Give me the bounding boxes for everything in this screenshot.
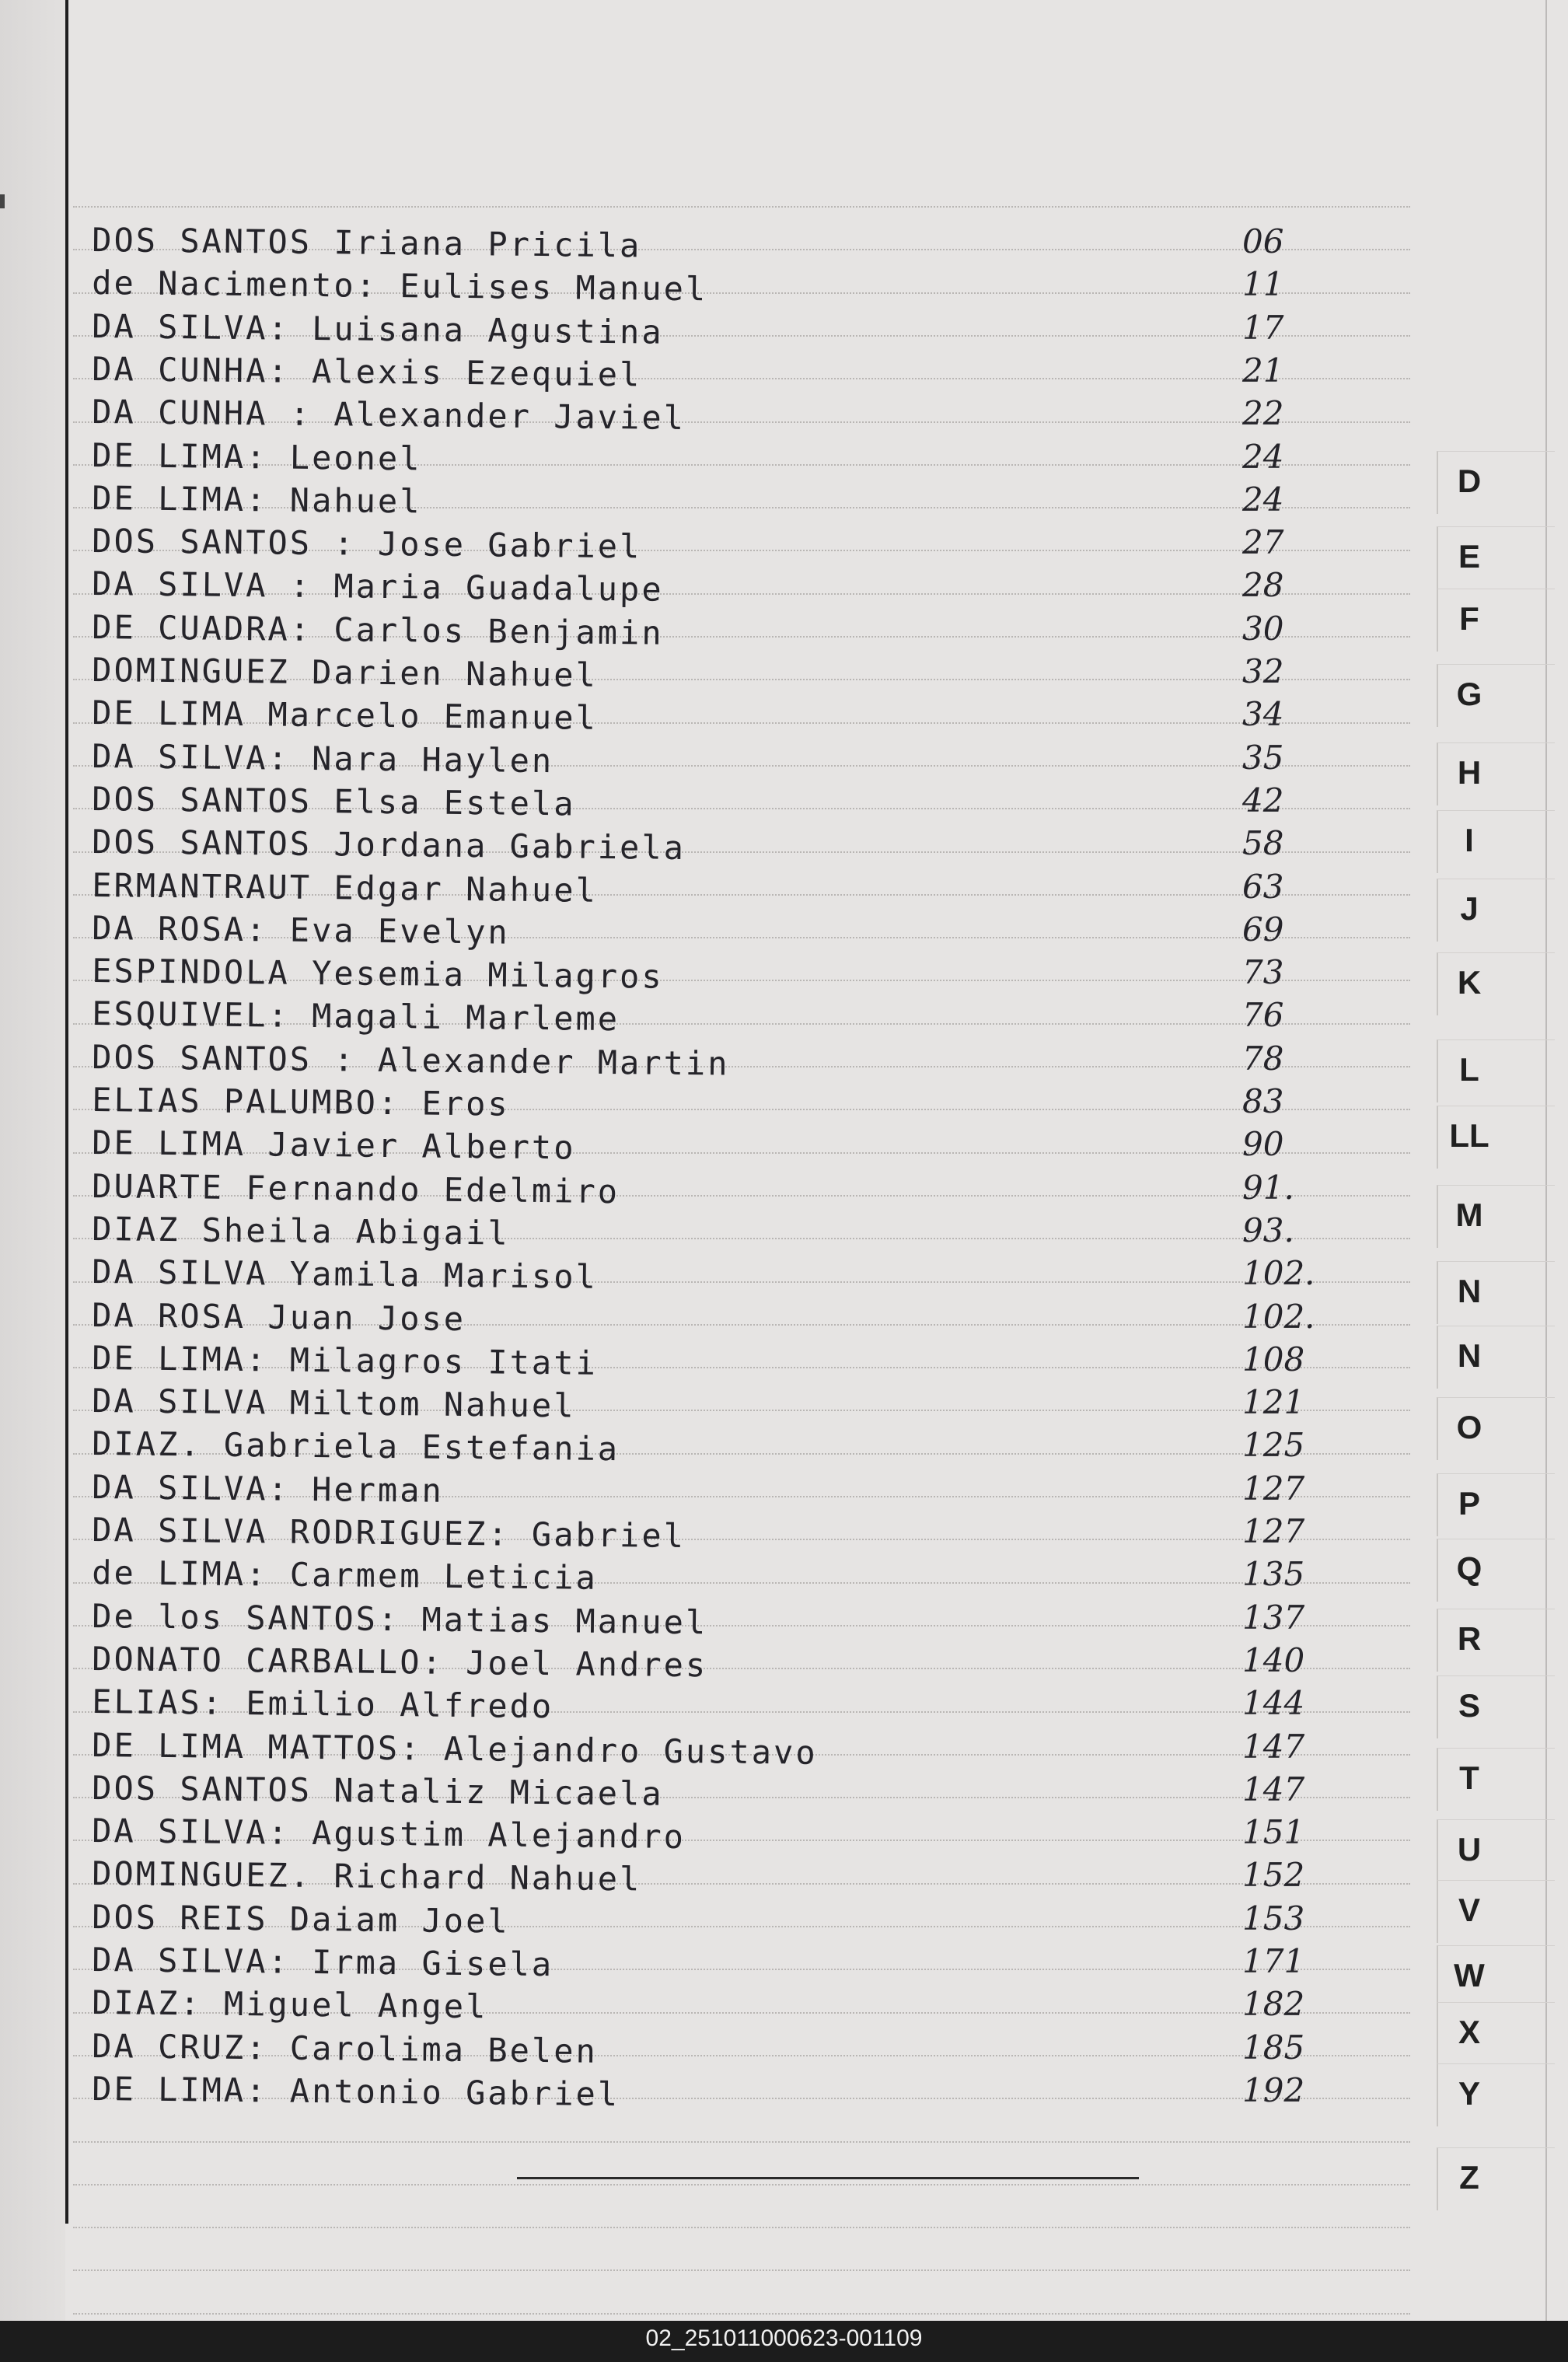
entry-name: DOS SANTOS Elsa Estela bbox=[92, 779, 576, 823]
document-id: 02_251011000623-001109 bbox=[645, 2325, 923, 2351]
alphabet-tab[interactable] bbox=[1437, 1748, 1555, 1811]
entry-name: DE LIMA: Nahuel bbox=[92, 478, 422, 521]
entry-page-number: 73 bbox=[1242, 953, 1284, 992]
list-item bbox=[92, 1423, 1398, 1469]
entry-name: DOS SANTOS : Jose Gabriel bbox=[92, 522, 642, 566]
entry-name: DA CUNHA: Alexis Ezequiel bbox=[92, 349, 642, 394]
entry-name: DA SILVA Miltom Nahuel bbox=[92, 1382, 576, 1425]
alphabet-tab[interactable] bbox=[1437, 879, 1555, 942]
entry-page-number: 76 bbox=[1242, 996, 1284, 1035]
alphabet-tab-letter: W bbox=[1454, 1957, 1485, 1993]
list-item bbox=[92, 391, 1398, 438]
list-item bbox=[92, 2025, 1398, 2068]
list-item bbox=[92, 1509, 1398, 1555]
entry-name: DOS SANTOS : Alexander Martin bbox=[92, 1037, 730, 1083]
entry-page-number: 125 bbox=[1242, 1426, 1305, 1465]
entry-name: DA SILVA: Herman bbox=[92, 1467, 445, 1510]
entry-name: DA SILVA: Irma Gisela bbox=[92, 1941, 554, 1984]
entry-page-number: 32 bbox=[1242, 652, 1284, 690]
alphabet-tab[interactable] bbox=[1437, 2147, 1555, 2210]
entry-name: DA ROSA Juan Jose bbox=[92, 1295, 466, 1338]
list-item bbox=[92, 606, 1398, 652]
entry-page-number: 147 bbox=[1242, 1727, 1305, 1766]
alphabet-tab[interactable] bbox=[1437, 1473, 1555, 1536]
entry-page-number: 153 bbox=[1242, 1899, 1305, 1937]
alphabet-tab[interactable] bbox=[1437, 952, 1555, 1015]
list-item bbox=[92, 520, 1398, 566]
list-item bbox=[92, 865, 1398, 910]
alphabet-tab[interactable] bbox=[1437, 742, 1555, 805]
list-item bbox=[92, 1853, 1398, 1899]
entry-name: DE LIMA Javier Alberto bbox=[92, 1123, 576, 1167]
entry-page-number: 102. bbox=[1242, 1297, 1315, 1336]
alphabet-tab-letter: D bbox=[1457, 463, 1482, 499]
list-item bbox=[92, 778, 1398, 821]
list-item bbox=[92, 1208, 1398, 1251]
entry-page-number: 06 bbox=[1242, 222, 1284, 260]
alphabet-tab[interactable] bbox=[1437, 1397, 1555, 1460]
list-item bbox=[92, 821, 1398, 868]
entry-name: ESPINDOLA Yesemia Milagros bbox=[92, 952, 664, 996]
entry-page-number: 11 bbox=[1242, 265, 1284, 304]
list-item bbox=[92, 1896, 1398, 1939]
alphabet-tab[interactable] bbox=[1437, 1185, 1555, 1248]
list-item bbox=[92, 563, 1398, 610]
entry-name: DA SILVA: Agustim Alejandro bbox=[92, 1812, 686, 1857]
alphabet-tab-letter: H bbox=[1457, 754, 1482, 791]
alphabet-tab[interactable] bbox=[1437, 1039, 1555, 1102]
ruled-line bbox=[73, 2269, 1410, 2271]
entry-page-number: 83 bbox=[1242, 1082, 1284, 1120]
alphabet-tab[interactable] bbox=[1437, 664, 1555, 727]
alphabet-tab-letter: J bbox=[1460, 890, 1479, 927]
entry-name: ELIAS PALUMBO: Eros bbox=[92, 1081, 510, 1123]
entry-page-number: 35 bbox=[1242, 738, 1284, 777]
list-item bbox=[92, 692, 1398, 738]
alphabet-tab[interactable] bbox=[1437, 451, 1555, 514]
entry-name: DIAZ. Gabriela Estefania bbox=[92, 1424, 620, 1469]
alphabet-tab[interactable] bbox=[1437, 1675, 1555, 1738]
alphabet-tab[interactable] bbox=[1437, 2063, 1555, 2126]
alphabet-tab[interactable] bbox=[1437, 1609, 1555, 1672]
entry-name: ELIAS: Emilio Alfredo bbox=[92, 1682, 554, 1726]
alphabet-tab[interactable] bbox=[1437, 526, 1555, 589]
alphabet-tab-letter: L bbox=[1459, 1051, 1479, 1088]
entry-page-number: 182 bbox=[1242, 1985, 1305, 2024]
list-item bbox=[92, 2068, 1398, 2111]
alphabet-tab-letter: N bbox=[1457, 1337, 1482, 1374]
entry-page-number: 69 bbox=[1242, 910, 1284, 949]
alphabet-tab-column bbox=[1421, 0, 1568, 2321]
entry-page-number: 91. bbox=[1242, 1168, 1294, 1207]
list-item bbox=[92, 1251, 1398, 1297]
entry-name: ERMANTRAUT Edgar Nahuel bbox=[92, 865, 599, 910]
entry-page-number: 30 bbox=[1242, 609, 1284, 648]
entry-name: De los SANTOS: Matias Manuel bbox=[92, 1596, 708, 1641]
alphabet-tab[interactable] bbox=[1437, 1326, 1555, 1389]
entry-page-number: 42 bbox=[1242, 781, 1284, 819]
entry-name: DOS SANTOS Iriana Pricila bbox=[92, 221, 642, 265]
list-item bbox=[92, 1036, 1398, 1083]
alphabet-tab[interactable] bbox=[1437, 2002, 1555, 2065]
alphabet-tab-letter: LL bbox=[1449, 1117, 1489, 1154]
list-item bbox=[92, 1552, 1398, 1598]
entry-name: DUARTE Fernando Edelmiro bbox=[92, 1166, 620, 1211]
list-item bbox=[92, 907, 1398, 950]
entry-name: de LIMA: Carmem Leticia bbox=[92, 1553, 599, 1598]
alphabet-tab-letter: F bbox=[1459, 600, 1479, 637]
alphabet-tab-letter: K bbox=[1457, 964, 1482, 1001]
alphabet-tab[interactable] bbox=[1437, 1945, 1555, 2008]
alphabet-tab-letter: Y bbox=[1458, 2075, 1480, 2112]
list-item bbox=[92, 306, 1398, 351]
entry-name: DOS REIS Daiam Joel bbox=[92, 1897, 510, 1941]
entry-page-number: 17 bbox=[1242, 308, 1284, 347]
entry-page-number: 108 bbox=[1242, 1340, 1305, 1378]
alphabet-tab[interactable] bbox=[1437, 1106, 1555, 1169]
alphabet-tab[interactable] bbox=[1437, 1819, 1555, 1882]
entry-name: DOMINGUEZ Darien Nahuel bbox=[92, 651, 599, 694]
list-item bbox=[92, 435, 1398, 477]
list-item bbox=[92, 1681, 1398, 1724]
entry-name: DA SILVA: Luisana Agustina bbox=[92, 306, 664, 351]
entry-page-number: 171 bbox=[1242, 1942, 1305, 1980]
alphabet-tab-letter: U bbox=[1457, 1831, 1482, 1868]
entry-page-number: 28 bbox=[1242, 566, 1284, 605]
list-item bbox=[92, 1380, 1398, 1423]
entry-page-number: 24 bbox=[1242, 437, 1284, 476]
end-of-list-line bbox=[517, 2177, 1139, 2179]
entry-name: DA SILVA RODRIGUEZ: Gabriel bbox=[92, 1511, 686, 1555]
alphabet-tab-letter: P bbox=[1458, 1485, 1480, 1522]
entry-name: DIAZ: Miguel Angel bbox=[92, 1983, 488, 2026]
entry-name: DA SILVA : Maria Guadalupe bbox=[92, 564, 664, 610]
entry-page-number: 185 bbox=[1242, 2028, 1305, 2067]
alphabet-tab[interactable] bbox=[1437, 1539, 1555, 1602]
list-item bbox=[92, 1165, 1398, 1211]
entry-page-number: 78 bbox=[1242, 1039, 1284, 1078]
entry-name: DE CUADRA: Carlos Benjamin bbox=[92, 607, 664, 652]
entry-page-number: 147 bbox=[1242, 1770, 1305, 1808]
list-item bbox=[92, 262, 1398, 309]
entry-page-number: 22 bbox=[1242, 394, 1284, 433]
entry-page-number: 58 bbox=[1242, 824, 1284, 863]
entry-page-number: 192 bbox=[1242, 2070, 1305, 2109]
list-item bbox=[92, 649, 1398, 692]
list-item bbox=[92, 1638, 1398, 1685]
alphabet-tab-letter: S bbox=[1458, 1687, 1480, 1724]
entry-name: DA CRUZ: Carolima Belen bbox=[92, 2026, 599, 2070]
entry-name: DOS SANTOS Jordana Gabriela bbox=[92, 823, 686, 868]
alphabet-tab-letter: N bbox=[1457, 1273, 1482, 1309]
entry-name: DOS SANTOS Nataliz Micaela bbox=[92, 1768, 664, 1813]
alphabet-tab-letter: O bbox=[1456, 1409, 1482, 1445]
list-item bbox=[92, 1295, 1398, 1337]
entry-name: DONATO CARBALLO: Joel Andres bbox=[92, 1639, 708, 1685]
entry-page-number: 135 bbox=[1242, 1555, 1305, 1594]
entry-name: DE LIMA: Leonel bbox=[92, 435, 422, 477]
list-item bbox=[92, 1810, 1398, 1857]
footer-bar bbox=[0, 2321, 1568, 2362]
entry-page-number: 34 bbox=[1242, 695, 1284, 734]
list-item bbox=[92, 348, 1398, 394]
list-item bbox=[92, 1595, 1398, 1641]
list-item bbox=[92, 1767, 1398, 1813]
alphabet-tab-letter: V bbox=[1458, 1892, 1480, 1928]
entry-name: DA SILVA: Nara Haylen bbox=[92, 736, 554, 780]
list-item bbox=[92, 477, 1398, 520]
list-item bbox=[92, 993, 1398, 1039]
entry-name: de Nacimento: Eulises Manuel bbox=[92, 264, 708, 309]
entry-page-number: 24 bbox=[1242, 480, 1284, 519]
entry-page-number: 140 bbox=[1242, 1640, 1305, 1679]
alphabet-tab-letter: M bbox=[1455, 1197, 1483, 1233]
alphabet-tab-letter: G bbox=[1456, 676, 1482, 712]
list-item bbox=[92, 950, 1398, 996]
alphabet-tab[interactable] bbox=[1437, 589, 1555, 652]
alphabet-tab-letter: T bbox=[1459, 1759, 1479, 1796]
list-item bbox=[92, 1122, 1398, 1165]
ruled-line bbox=[73, 2313, 1410, 2315]
list-item bbox=[92, 736, 1398, 778]
entry-page-number: 121 bbox=[1242, 1383, 1305, 1422]
entry-page-number: 137 bbox=[1242, 1598, 1305, 1637]
entry-name: DE LIMA: Milagros Itati bbox=[92, 1338, 599, 1382]
list-item bbox=[92, 1337, 1398, 1380]
alphabet-tab-letter: Z bbox=[1459, 2159, 1479, 2196]
entry-page-number: 21 bbox=[1242, 351, 1284, 390]
entry-name: DE LIMA MATTOS: Alejandro Gustavo bbox=[92, 1725, 818, 1772]
alphabet-tab-letter: Q bbox=[1456, 1550, 1482, 1587]
entry-name: DE LIMA: Antonio Gabriel bbox=[92, 2069, 620, 2113]
alphabet-tab-letter: R bbox=[1457, 1620, 1482, 1657]
entry-page-number: 127 bbox=[1242, 1469, 1305, 1508]
entry-name: DE LIMA Marcelo Emanuel bbox=[92, 694, 599, 738]
alphabet-tab-letter: I bbox=[1465, 822, 1474, 858]
entry-page-number: 63 bbox=[1242, 867, 1284, 906]
list-item bbox=[92, 1939, 1398, 1982]
entry-page-number: 90 bbox=[1242, 1125, 1284, 1164]
entry-page-number: 144 bbox=[1242, 1684, 1305, 1723]
alphabet-tab[interactable] bbox=[1437, 1261, 1555, 1324]
entry-page-number: 127 bbox=[1242, 1512, 1305, 1550]
entry-name: DOMINGUEZ. Richard Nahuel bbox=[92, 1854, 642, 1899]
list-item bbox=[92, 219, 1398, 265]
alphabet-tab-letter: X bbox=[1458, 2014, 1480, 2050]
entry-name: DA ROSA: Eva Evelyn bbox=[92, 908, 510, 952]
entry-page-number: 151 bbox=[1242, 1813, 1305, 1852]
alphabet-tab[interactable] bbox=[1437, 810, 1555, 873]
list-item bbox=[92, 1466, 1398, 1509]
entry-page-number: 102. bbox=[1242, 1254, 1315, 1293]
entry-name: DIAZ Sheila Abigail bbox=[92, 1209, 510, 1253]
entry-page-number: 27 bbox=[1242, 523, 1284, 562]
entry-name: ESQUIVEL: Magali Marleme bbox=[92, 994, 620, 1039]
list-item bbox=[92, 1079, 1398, 1122]
entry-name: DA SILVA Yamila Marisol bbox=[92, 1253, 599, 1297]
entry-name: DA CUNHA : Alexander Javiel bbox=[92, 393, 686, 438]
alphabet-tab[interactable] bbox=[1437, 1880, 1555, 1943]
entry-page-number: 152 bbox=[1242, 1856, 1305, 1895]
list-item bbox=[92, 1982, 1398, 2025]
list-item bbox=[92, 1724, 1398, 1772]
entry-page-number: 93. bbox=[1242, 1211, 1294, 1249]
alphabet-tab-letter: E bbox=[1458, 538, 1480, 575]
